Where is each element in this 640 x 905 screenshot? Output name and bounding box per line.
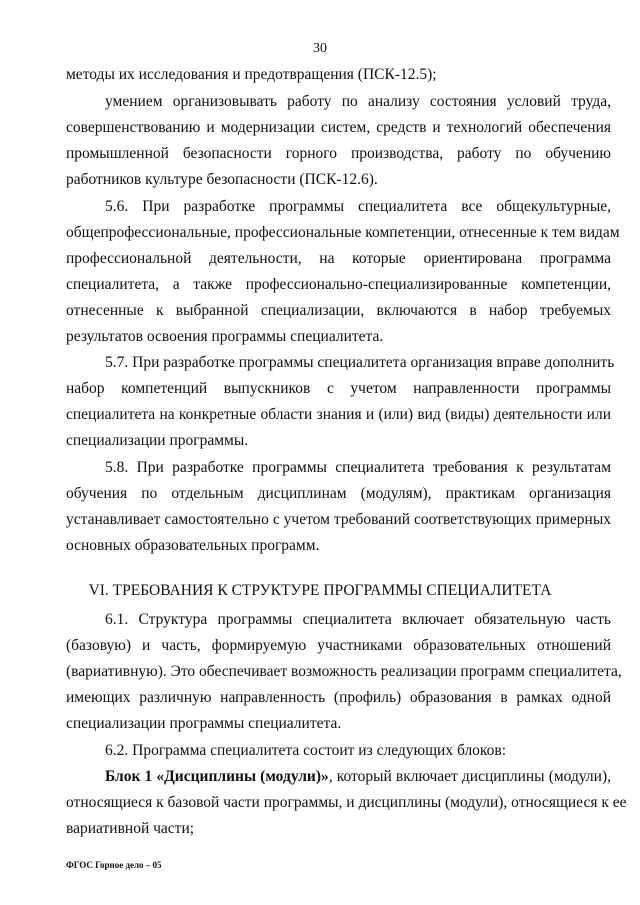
text-line: 5.8. При разработке программы специалитета требования к результатам xyxy=(105,459,611,476)
block1-line xyxy=(105,767,611,787)
text-line: (базовую) и часть, формируемую участниками образовательных отношений xyxy=(66,637,611,654)
text-line: основных образовательных программ. xyxy=(66,537,320,554)
footer-label: ФГОС Горное дело – 05 xyxy=(66,860,162,870)
block1-text: , который включает дисциплины (модули), xyxy=(328,768,611,785)
text-line: 6.1. Структура программы специалитета включает обязательную часть xyxy=(105,611,611,628)
text-line: работников культуре безопасности (ПСК-12.6). xyxy=(66,171,378,188)
text-line: обучения по отдельным дисциплинам (модулям), практикам организация xyxy=(66,485,611,502)
page-number: 30 xyxy=(313,41,327,56)
text-line: набор компетенций выпускников с учетом направленности программы xyxy=(66,380,611,397)
text-line: 6.2. Программа специалитета состоит из следующих блоков: xyxy=(105,742,507,759)
text-line: профессиональной деятельности, на которые ориентирована программа xyxy=(66,250,611,267)
text-line: отнесенные к выбранной специализации, включаются в набор требуемых xyxy=(66,302,611,319)
text-line: общепрофессиональные, профессиональные компетенции, отнесенные к тем видам xyxy=(66,224,620,241)
text-line: 5.7. При разработке программы специалитета организация вправе дополнить xyxy=(105,354,615,371)
text-line: вариативной части; xyxy=(66,820,195,837)
text-line: умением организовывать работу по анализу состояния условий труда, xyxy=(105,93,611,110)
text-line: промышленной безопасности горного производства, работу по обучению xyxy=(66,145,611,162)
text-line: относящиеся к базовой части программы, и дисциплины (модули), относящиеся к ее xyxy=(66,794,627,811)
text-line: результатов освоения программы специалитета. xyxy=(66,328,384,345)
text-line: имеющих различную направленность (профиль) образования в рамках одной xyxy=(66,689,611,706)
text-line: специалитета на конкретные области знания и (или) вид (виды) деятельности или xyxy=(66,406,611,423)
text-line: совершенствованию и модернизации систем, средств и технологий обеспечения xyxy=(66,119,611,136)
text-line: 5.6. При разработке программы специалитета все общекультурные, xyxy=(105,198,611,215)
text-line: устанавливает самостоятельно с учетом требований соответствующих примерных xyxy=(66,511,611,528)
text-line: (вариативную). Это обеспечивает возможность реализации программ специалитета, xyxy=(66,663,622,680)
text-line: специализации программы специалитета. xyxy=(66,715,342,732)
block1-title: Блок 1 «Дисциплины (модули)» xyxy=(105,768,329,785)
text-line: методы их исследования и предотвращения (ПСК-12.5); xyxy=(66,66,437,83)
text-line: специализации программы. xyxy=(66,432,249,449)
section-heading: VI. ТРЕБОВАНИЯ К СТРУКТУРЕ ПРОГРАММЫ СПЕЦИАЛИТЕТА xyxy=(88,582,552,599)
text-line: специалитета, а также профессионально-специализированные компетенции, xyxy=(66,276,611,293)
